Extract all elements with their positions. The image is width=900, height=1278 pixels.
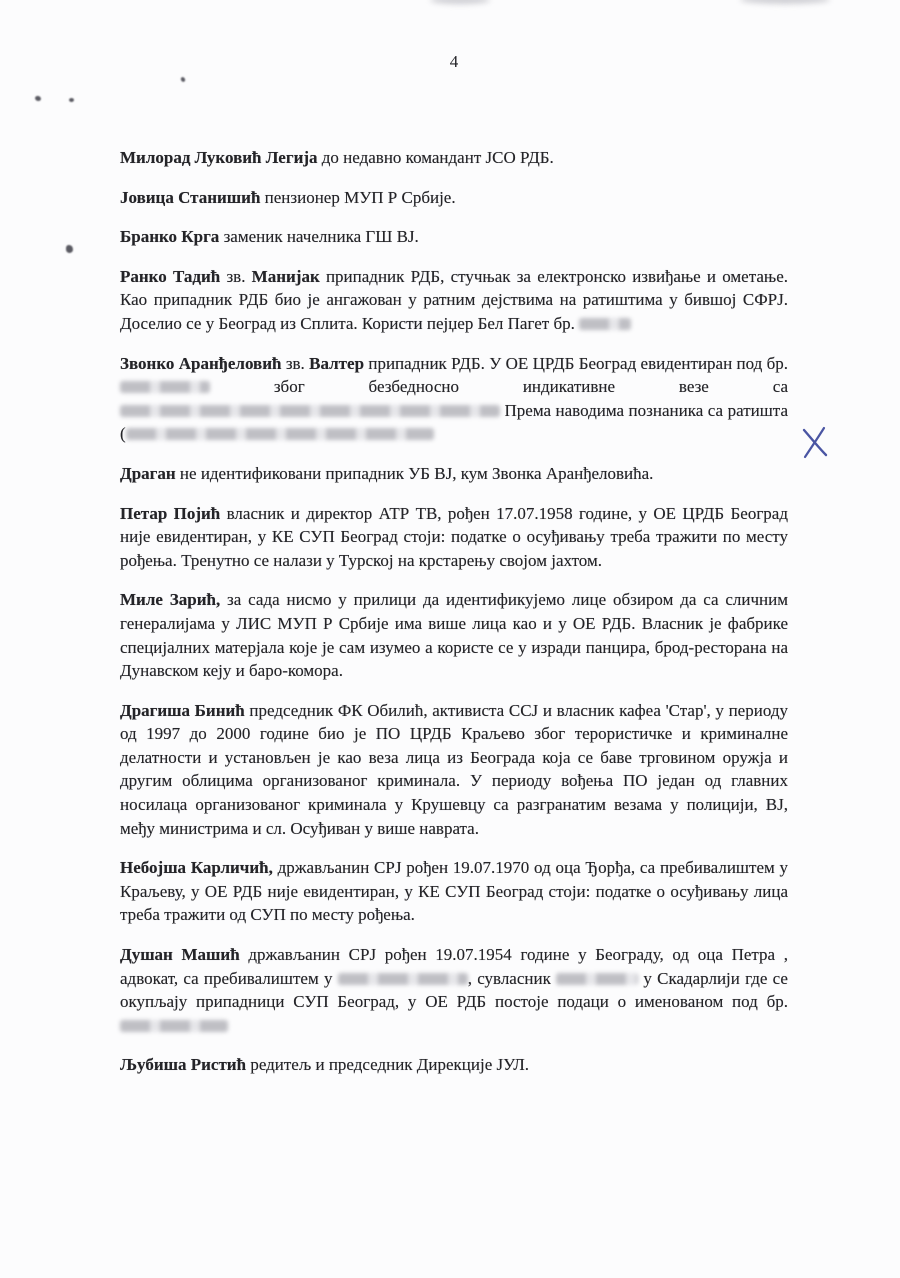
document-body (120, 146, 788, 1093)
text-run: држављанин СРЈ рођен 19.07.1970 од оца Ђорђа, са пребивалиштем у Краљеву, у ОЕ РДБ није евидентиран, у КЕ СУП Београд стоји: податке о осуђивању лица треба тражити од СУП по месту рођења. (120, 858, 788, 925)
text-run: зв. (281, 353, 310, 373)
handwritten-x-mark (799, 424, 831, 465)
paragraph (120, 352, 788, 446)
text-run: зв. (220, 266, 252, 286)
text-run: пензионер МУП Р Србије. (260, 187, 456, 207)
redacted-text (120, 405, 500, 417)
person-name: Љубиша Ристић (120, 1055, 247, 1075)
paragraph (120, 502, 788, 573)
person-name: Милорад Луковић Легија (120, 148, 318, 167)
paragraph (120, 699, 788, 841)
person-name: Ранко Тадић (120, 266, 221, 286)
paragraph (120, 588, 788, 682)
text-run: у Скадарлији где се окупљају припадници СУП Београд, у ОЕ РДБ постоје подаци о именованом под бр. (120, 968, 788, 1012)
text-run: власник и директор АТР ТВ, рођен 17.07.1958 године, у ОЕ ЦРДБ Београд није евидентиран, у КЕ СУП Београд стоји: податке о осуђивању треба тражити по месту рођења. Тренутно се налази у Турској на крстарењу својом јахтом. (120, 503, 788, 570)
paragraph (120, 146, 788, 170)
text-run: председник ФК Обилић, активиста ССЈ и власник кафеа 'Стар', у периоду од 1997 до 2000 године био је ПО ЦРДБ Краљево због терористичке и криминалне делатности и установљен је као веза лица из Београда која се баве трговином оружја и другим облицима организованог криминала. У периоду вођења ПО један од главних носилаца организованог криминала у Крушевцу са разгранатим везама у полицији, ВЈ, међу министрима и сл. Осуђиван у више наврата. (120, 700, 788, 838)
redacted-text (579, 318, 631, 330)
text-run: Према наводима познаника са ратишта ( (120, 400, 788, 444)
scan-artifact (430, 0, 490, 4)
page-number: 4 (449, 52, 459, 71)
person-name: Манијак (251, 266, 320, 286)
redacted-text (338, 973, 468, 985)
paragraph (120, 186, 788, 210)
text-run: због безбедносно индикативне везе са (210, 377, 788, 397)
scan-speck (34, 95, 41, 102)
person-name: Небојша Карличић, (120, 858, 273, 878)
scan-speck (66, 245, 73, 253)
scan-artifact (740, 0, 830, 4)
redacted-text (120, 381, 210, 393)
text-run: за сада нисмо у прилици да идентификујемо лице обзиром да са сличним генералијама у ЛИС МУП Р Србије има више лица као и у ОЕ РДБ. Власник је фабрике специјалних матерјала које је сам изумео а користе се у изради панцира, брод-ресторана на Дунавском кеју и баро-комора. (120, 590, 788, 681)
text-run: , сувласник (467, 968, 557, 988)
person-name: Звонко Аранђеловић (120, 353, 282, 373)
text-run: припадник РДБ, стучњак за електронско извиђање и ометање. Као припадник РДБ био је ангажован у ратним дејствима на ратиштима у бившој СФРЈ. Доселио се у Београд из Сплита. Користи пејџер Бел Пагет бр. (120, 266, 788, 333)
redacted-text (126, 428, 434, 440)
person-name: Драгиша Бинић (120, 700, 245, 720)
text-run: припадник РДБ. У ОЕ ЦРДБ Београд евидентиран под бр. (364, 353, 788, 373)
paragraph (120, 225, 788, 249)
paragraph (120, 462, 788, 486)
person-name: Драган (120, 463, 176, 483)
person-name: Душан Машић (120, 945, 240, 965)
redacted-text (556, 973, 638, 985)
paragraph (120, 265, 788, 336)
person-name: Валтер (309, 353, 365, 373)
text-run: до недавно командант ЈСО РДБ. (317, 148, 554, 167)
paragraph (120, 856, 788, 927)
text-run: редитељ и председник Дирекције ЈУЛ. (246, 1055, 530, 1075)
person-name: Миле Зарић, (120, 590, 221, 610)
paragraph (120, 1053, 788, 1077)
text-run: не идентификовани припадник УБ ВЈ, кум Звонка Аранђеловића. (175, 463, 654, 483)
scan-speck (69, 98, 74, 102)
person-name: Бранко Крга (120, 227, 220, 247)
scan-speck (180, 76, 186, 82)
redacted-text (120, 1020, 228, 1032)
person-name: Петар Појић (120, 503, 221, 523)
text-run: заменик начелника ГШ ВЈ. (219, 227, 419, 247)
paragraph (120, 943, 788, 1037)
person-name: Јовица Станишић (120, 187, 261, 207)
text-run: држављанин СРЈ рођен 19.07.1954 године у Београду, од оца Петра , адвокат, са пребивалиштем у (120, 945, 788, 988)
